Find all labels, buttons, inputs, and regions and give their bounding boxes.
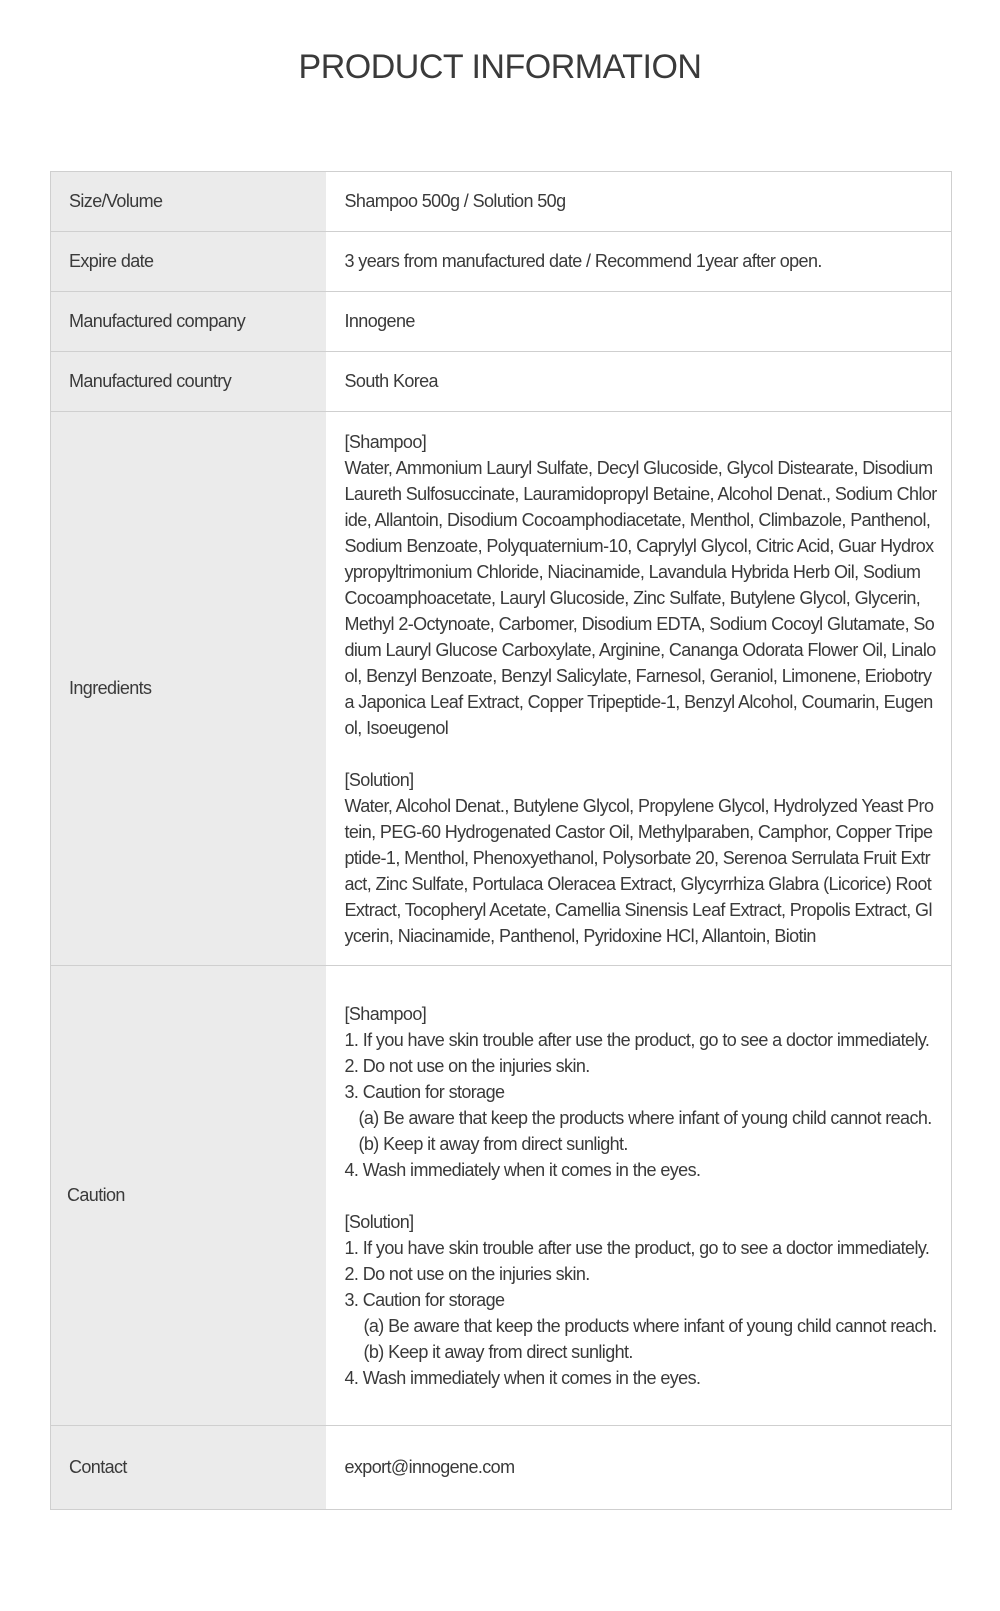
spacer xyxy=(345,741,938,767)
ingredients-solution-text: Water, Alcohol Denat., Butylene Glycol, Propylene Glycol, Hydrolyzed Yeast Protein, PEG-60 Hydrogenated Castor Oil, Methylparaben, Camphor, Copper Tripeptide-1, Menthol, Phenoxyethanol, Polysorbate 20, Serenoa Serrulata Fruit Extract, Zinc Sulfate, Portulaca Oleracea Extract, Glycyrrhiza Glabra (Licorice) Root Extract, Tocopheryl Acetate, Camellia Sinensis Leaf Extract, Propolis Extract, Glycerin, Niacinamide, Panthenol, Pyridoxine HCl, Allantoin, Biotin xyxy=(344,795,934,946)
row-contact xyxy=(51,1426,952,1510)
product-info-table xyxy=(50,171,952,1510)
caution-solution-item-1: 1. If you have skin trouble after use the product, go to see a doctor immediately. xyxy=(344,1237,930,1258)
row-expire-date xyxy=(51,232,952,292)
caution-solution-item-4: 4. Wash immediately when it comes in the eyes. xyxy=(344,1367,701,1388)
page-title: PRODUCT INFORMATION xyxy=(298,48,702,86)
caution-shampoo-item-3b: (b) Keep it away from direct sunlight. xyxy=(358,1133,628,1154)
expire-date-value: 3 years from manufactured date / Recommend 1year after open. xyxy=(326,232,952,292)
caution-solution-item-2: 2. Do not use on the injuries skin. xyxy=(344,1263,590,1284)
row-ingredients xyxy=(51,412,952,966)
caution-solution-item-3: 3. Caution for storage xyxy=(344,1289,505,1310)
row-caution xyxy=(51,966,952,1426)
row-manufactured-company xyxy=(51,292,952,352)
ingredients-label: Ingredients xyxy=(51,412,326,966)
ingredients-value xyxy=(326,412,952,966)
manufactured-country-label: Manufactured country xyxy=(51,352,326,412)
caution-solution-item-3a: (a) Be aware that keep the products where infant of young child cannot reach. xyxy=(363,1315,937,1336)
caution-shampoo-heading: [Shampoo] xyxy=(344,1003,427,1024)
caution-value xyxy=(326,966,952,1426)
ingredients-shampoo-heading: [Shampoo] xyxy=(344,431,427,452)
manufactured-company-value: Innogene xyxy=(326,292,952,352)
manufactured-country-value: South Korea xyxy=(326,352,952,412)
size-volume-value: Shampoo 500g / Solution 50g xyxy=(326,172,952,232)
row-manufactured-country xyxy=(51,352,952,412)
contact-label: Contact xyxy=(51,1426,326,1510)
ingredients-shampoo-text: Water, Ammonium Lauryl Sulfate, Decyl Glucoside, Glycol Distearate, Disodium Laureth Sulfosuccinate, Lauramidopropyl Betaine, Alcohol Denat., Sodium Chloride, Allantoin, Disodium Cocoamphodiacetate, Menthol, Climbazole, Panthenol, Sodium Benzoate, Polyquaternium-10, Caprylyl Glycol, Citric Acid, Guar Hydroxypropyltrimonium Chloride, Niacinamide, Lavandula Hybrida Herb Oil, Sodium Cocoamphoacetate, Lauryl Glucoside, Zinc Sulfate, Butylene Glycol, Glycerin, Methyl 2-Octynoate, Carbomer, Disodium EDTA, Sodium Cocoyl Glutamate, Sodium Lauryl Glucose Carboxylate, Arginine, Cananga Odorata Flower Oil, Linalool, Benzyl Benzoate, Benzyl Salicylate, Farnesol, Geraniol, Limonene, Eriobotrya Japonica Leaf Extract, Copper Tripeptide-1, Benzyl Alcohol, Coumarin, Eugenol, Isoeugenol xyxy=(344,457,937,738)
caution-shampoo-item-3a: (a) Be aware that keep the products where infant of young child cannot reach. xyxy=(358,1107,932,1128)
caution-label: Caution xyxy=(51,966,326,1426)
row-size-volume xyxy=(51,172,952,232)
caution-shampoo-item-3: 3. Caution for storage xyxy=(344,1081,505,1102)
caution-shampoo-item-1: 1. If you have skin trouble after use the product, go to see a doctor immediately. xyxy=(344,1029,930,1050)
caution-shampoo-item-4: 4. Wash immediately when it comes in the eyes. xyxy=(344,1159,701,1180)
ingredients-solution-heading: [Solution] xyxy=(344,769,414,790)
manufactured-company-label: Manufactured company xyxy=(51,292,326,352)
caution-solution-item-3b: (b) Keep it away from direct sunlight. xyxy=(363,1341,633,1362)
caution-solution-heading: [Solution] xyxy=(344,1211,414,1232)
spacer xyxy=(345,1183,938,1209)
contact-email: export@innogene.com xyxy=(326,1426,952,1510)
caution-shampoo-item-2: 2. Do not use on the injuries skin. xyxy=(344,1055,590,1076)
expire-date-label: Expire date xyxy=(51,232,326,292)
size-volume-label: Size/Volume xyxy=(51,172,326,232)
